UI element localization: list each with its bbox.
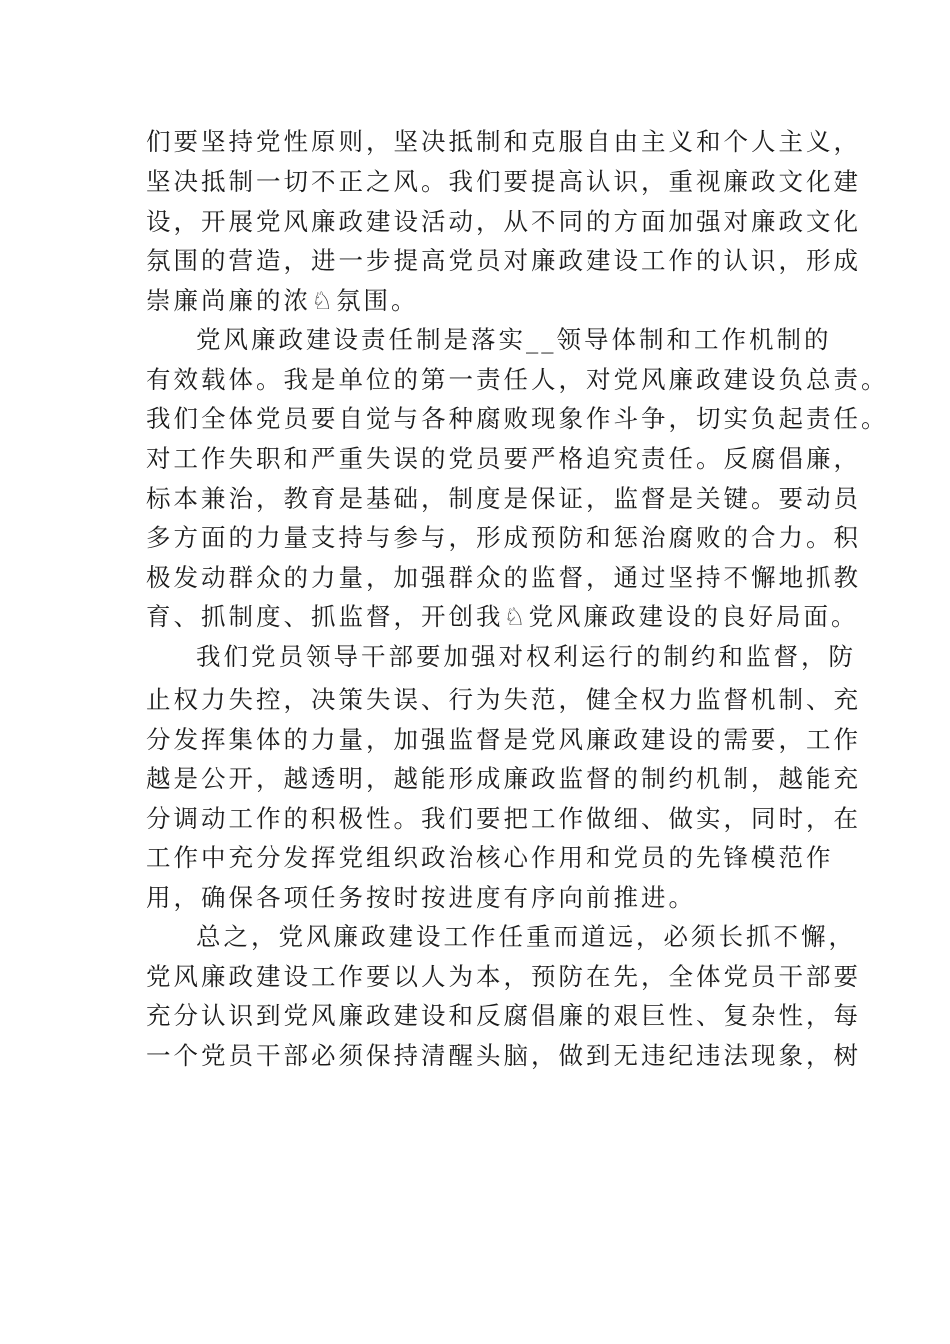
text-line: 党风廉政建设工作要以人为本，预防在先，全体党员干部要 [146, 962, 861, 991]
text-line: 育、抓制度、抓监督，开创我♘党风廉政建设的良好局面。 [146, 602, 859, 631]
text-line: 我们全体党员要自觉与各种腐败现象作斗争，切实负起责任。 [146, 404, 889, 433]
text-line: 工作中充分发挥党组织政治核心作用和党员的先锋模范作 [146, 843, 834, 872]
text-line: 多方面的力量支持与参与，形成预防和惩治腐败的合力。积 [146, 523, 861, 552]
text-line: 标本兼治，教育是基础，制度是保证，监督是关键。要动员 [146, 484, 861, 513]
text-line: 们要坚持党性原则，坚决抵制和克服自由主义和个人主义， [146, 127, 861, 156]
text-line: 极发动群众的力量，加强群众的监督，通过坚持不懈地抓教 [146, 563, 861, 592]
text-line: 止权力失控，决策失误、行为失范，健全权力监督机制、充 [146, 685, 861, 714]
text-line: 设，开展党风廉政建设活动，从不同的方面加强对廉政文化 [146, 207, 861, 236]
text-line: 有效载体。我是单位的第一责任人，对党风廉政建设负总责。 [146, 365, 889, 394]
text-line: 崇廉尚廉的浓♘氛围。 [146, 286, 419, 315]
text-line: 对工作失职和严重失误的党员要严格追究责任。反腐倡廉， [146, 444, 861, 473]
text-line: 一个党员干部必须保持清醒头脑，做到无违纪违法现象，树 [146, 1041, 861, 1070]
paragraph-first-line: 党风廉政建设责任制是落实__领导体制和工作机制的 [196, 325, 832, 354]
text-line: 分调动工作的积极性。我们要把工作做细、做实，同时，在 [146, 804, 861, 833]
text-line: 越是公开，越透明，越能形成廉政监督的制约机制，越能充 [146, 764, 861, 793]
text-line: 用，确保各项任务按时按进度有序向前推进。 [146, 883, 696, 912]
paragraph-first-line: 我们党员领导干部要加强对权利运行的制约和监督，防 [196, 642, 856, 671]
text-line: 坚决抵制一切不正之风。我们要提高认识，重视廉政文化建 [146, 167, 861, 196]
text-line: 分发挥集体的力量，加强监督是党风廉政建设的需要，工作 [146, 725, 861, 754]
text-line: 充分认识到党风廉政建设和反腐倡廉的艰巨性、复杂性，每 [146, 1001, 861, 1030]
text-line: 氛围的营造，进一步提高党员对廉政建设工作的认识，形成 [146, 246, 861, 275]
paragraph-first-line: 总之，党风廉政建设工作任重而道远，必须长抓不懈， [196, 922, 856, 951]
